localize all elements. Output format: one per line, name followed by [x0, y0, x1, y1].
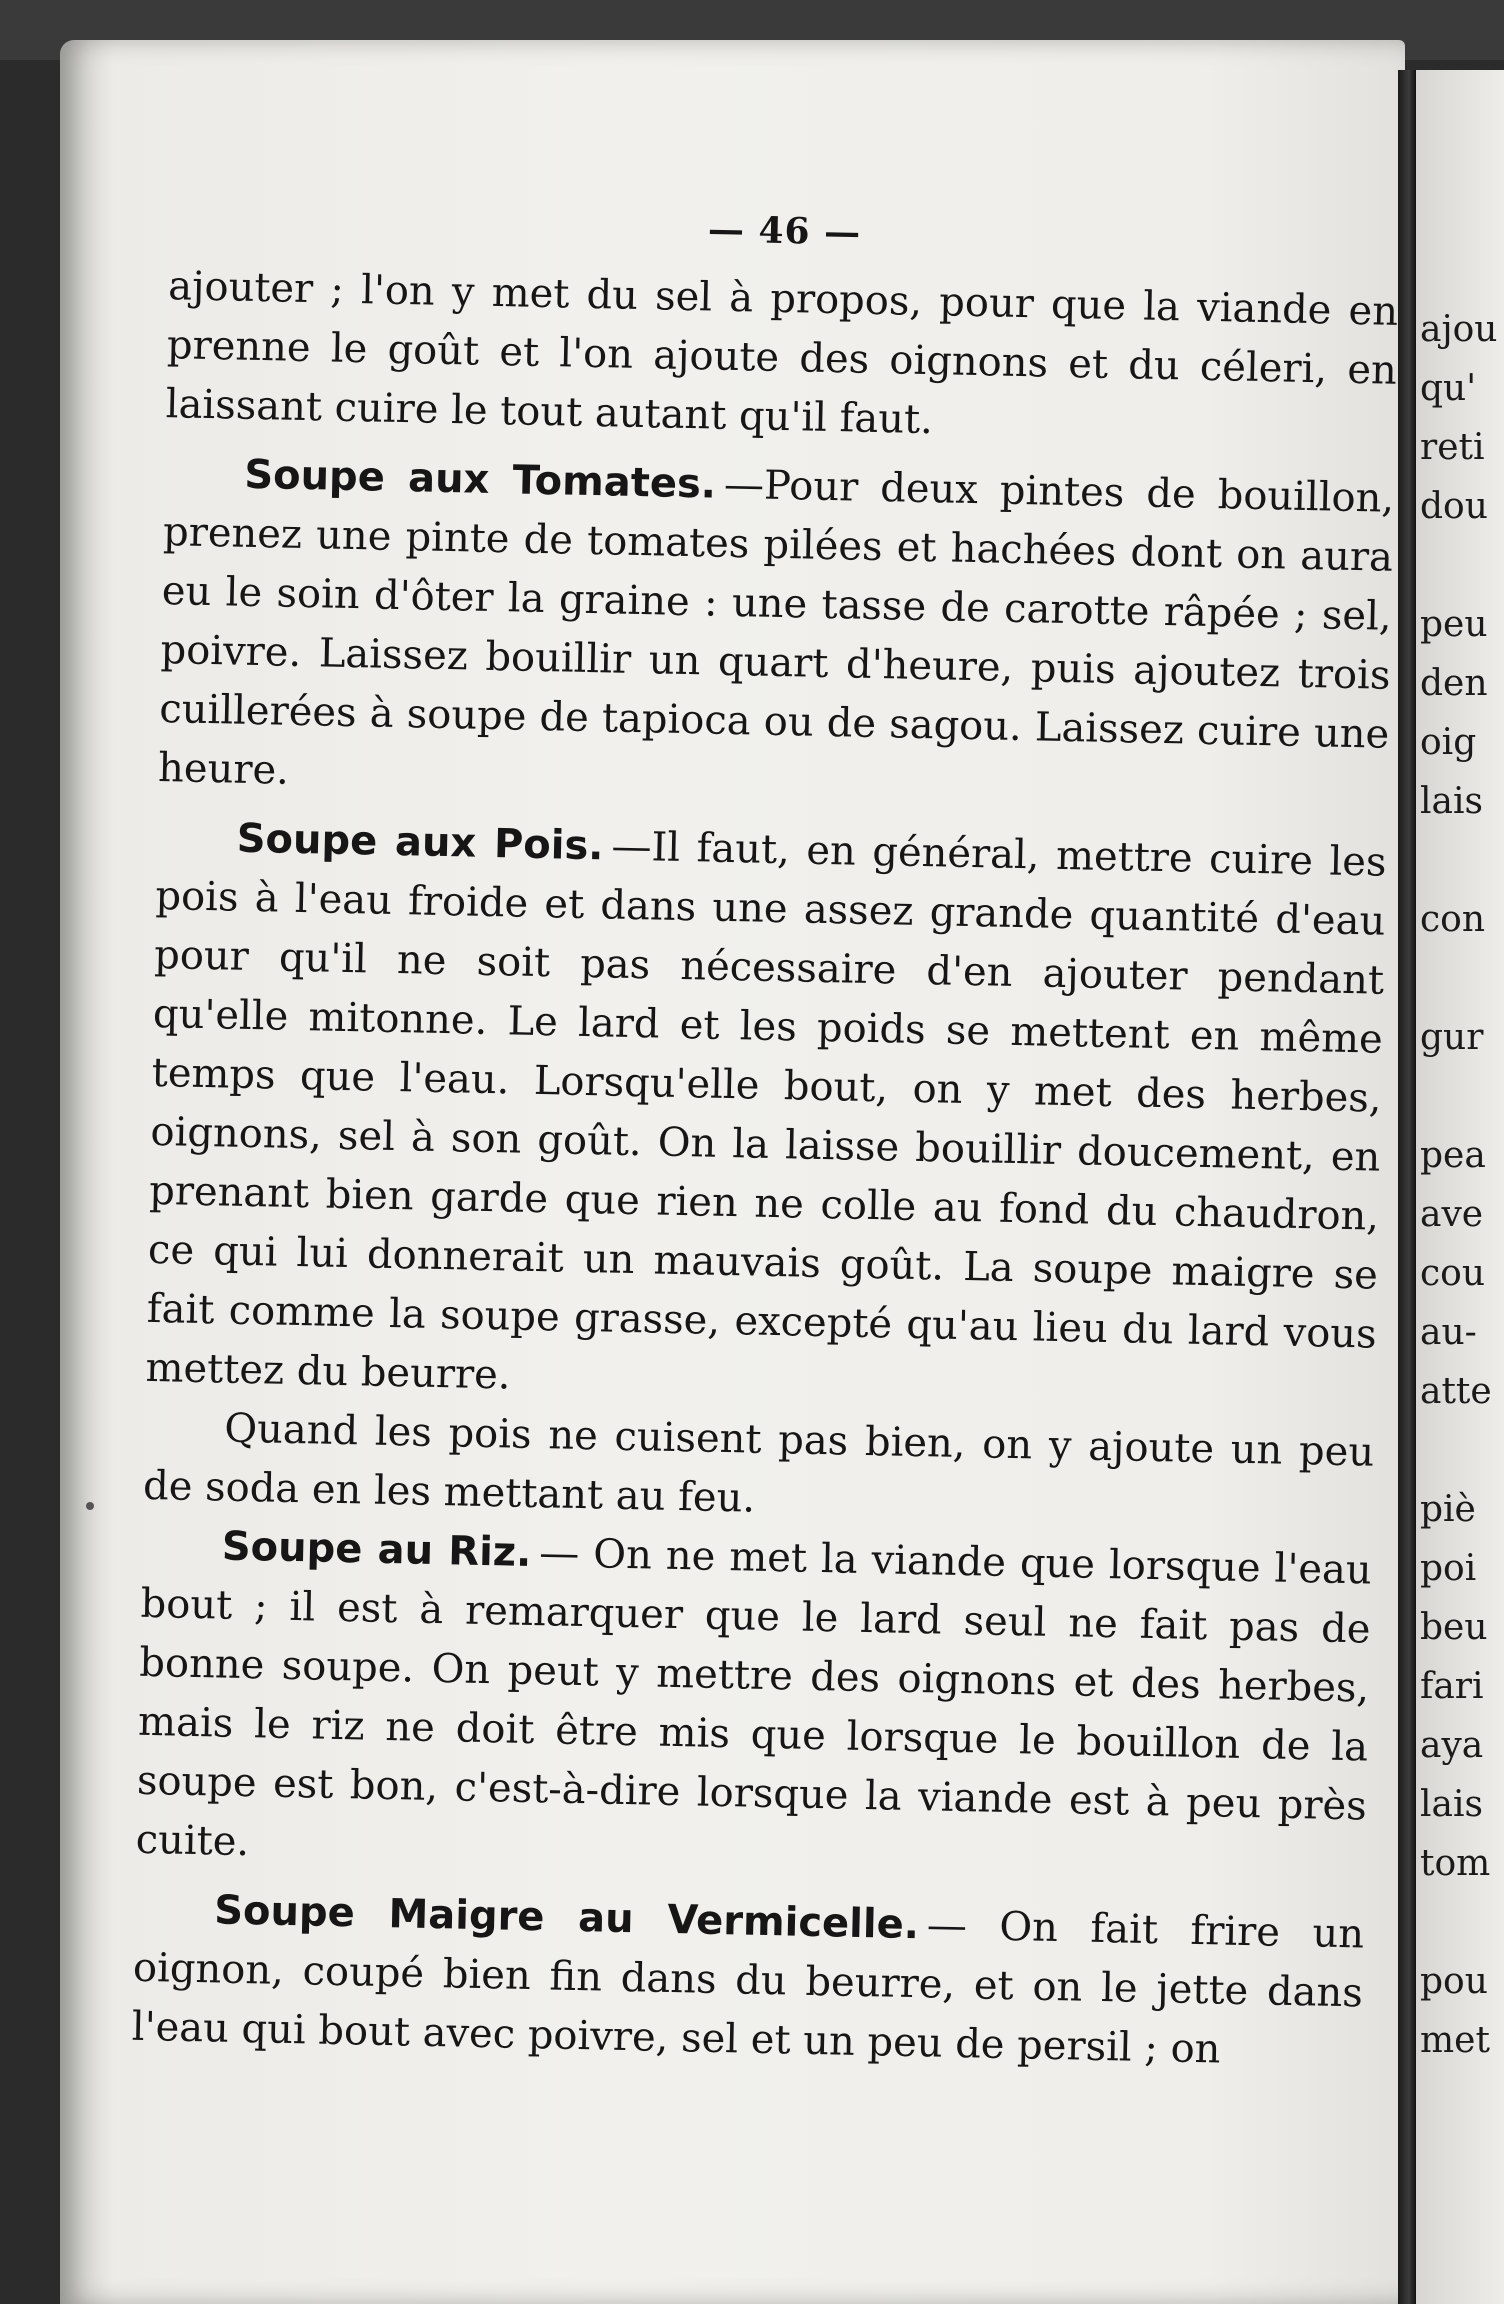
paragraph-text: ajouter ; l'on y met du sel à propos, pour que la viande en prenne le goût et l'on ajoute des oignons et du céleri, en laissant cuire le tout autant qu'il faut. — [165, 263, 1399, 444]
fragment — [1420, 1893, 1504, 1952]
recipe-vermicelle — [131, 1880, 1364, 2083]
right-page-fragments — [1420, 300, 1504, 2070]
fragment: pou — [1420, 1961, 1488, 2002]
fragment: poi — [1420, 1548, 1477, 1589]
fragment: aya — [1420, 1725, 1484, 1766]
page-content — [131, 197, 1400, 2082]
recipe-heading: Soupe au Riz. — [221, 1523, 532, 1576]
recipe-heading: Soupe aux Pois. — [236, 815, 604, 870]
fragment: fari — [1420, 1666, 1484, 1707]
fragment: cou — [1420, 1253, 1486, 1294]
page-number: — 46 — — [707, 208, 862, 254]
paragraph — [165, 257, 1398, 460]
book-gutter — [1398, 70, 1416, 2304]
fragment: gur — [1420, 1017, 1484, 1058]
fragment — [1420, 949, 1504, 1008]
recipe-text: —Pour deux pintes de bouillon, prenez une pinte de tomates pilées et hachées dont on aura eu le soin d'ôter la graine : une tasse de carotte râpée ; sel, poivre. Laissez bouillir un quart d'heure, puis ajoutez trois cuillerées à soupe de tapioca ou de sagou. Laissez cuire une heure. — [157, 461, 1395, 794]
recipe-text: — On fait frire un oignon, coupé bien fin dans du beurre, et on le jette dans l'eau qui bout avec poivre, sel et un peu de persil ; on — [131, 1902, 1365, 2073]
fragment: oig — [1420, 722, 1477, 763]
fragment: peu — [1420, 604, 1488, 645]
fragment — [1420, 536, 1504, 595]
fragment: con — [1420, 899, 1486, 940]
fragment — [1420, 1421, 1504, 1480]
recipe-riz — [135, 1516, 1372, 1896]
fragment — [1420, 1067, 1504, 1126]
fragment: beu — [1420, 1607, 1488, 1648]
recipe-tomates — [158, 444, 1395, 824]
fragment: dou — [1420, 486, 1488, 527]
ink-spot — [86, 1502, 94, 1510]
fragment: den — [1420, 663, 1488, 704]
recipe-heading: Soupe aux Tomates. — [243, 451, 717, 508]
fragment — [1420, 831, 1504, 890]
recipe-text: —Il faut, en général, mettre cuire les pois à l'eau froide et dans une assez grande quantité d'eau pour qu'il ne soit pas nécessaire d'en ajouter pendant qu'elle mitonne. Le lard et les poids se mettent en même temps que l'eau. Lorsqu'elle bout, on y met des herbes, oignons, sel à son goût. On la laisse bouillir doucement, en prenant bien garde que rien ne colle au fond du chaudron, ce qui lui donnerait un mauvais goût. La soupe maigre se fait comme la soupe grasse, excepté qu'au lieu du lard vous mettez du beurre. — [145, 823, 1387, 1399]
recipe-text: — On ne met la viande que lorsque l'eau bout ; il est à remarquer que le lard seul ne fait pas de bonne soupe. On peut y mettre des oignons et des herbes, mais le riz ne doit être mis que lorsque le bouillon de la soupe est bon, c'est-à-dire lorsque la viande est à peu près cuite. — [135, 1530, 1373, 1866]
fragment: ave — [1420, 1194, 1484, 1235]
fragment: lais — [1420, 781, 1483, 822]
paragraph-text: Quand les pois ne cuisent pas bien, on y ajoute un peu de soda en les mettant au feu. — [142, 1405, 1375, 1522]
fragment: qu' — [1420, 368, 1477, 409]
fragment: au- — [1420, 1312, 1477, 1353]
fragment: reti — [1420, 427, 1485, 468]
fragment: lais — [1420, 1784, 1483, 1825]
fragment: ajou — [1420, 309, 1498, 350]
fragment: piè — [1420, 1489, 1476, 1530]
recipe-heading: Soupe Maigre au Vermicelle. — [213, 1887, 920, 1949]
fragment: met — [1420, 2020, 1490, 2061]
fragment: pea — [1420, 1135, 1486, 1176]
recipe-pois — [145, 808, 1387, 1424]
fragment: atte — [1420, 1371, 1492, 1412]
fragment: tom — [1420, 1843, 1491, 1884]
